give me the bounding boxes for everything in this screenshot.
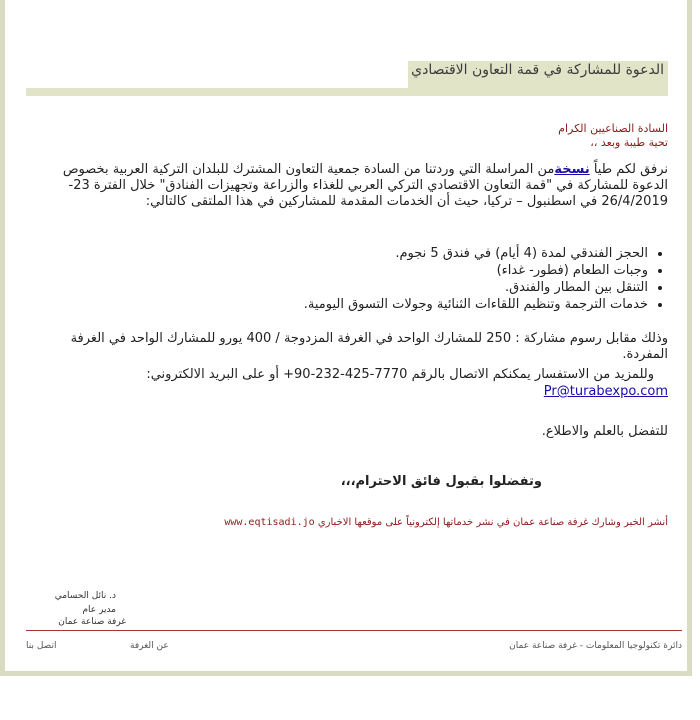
promo-text: أنشر الخبر وشارك غرفة صناعة عمان في نشر خدماتها إلكترونياً على موقعها الاخباري bbox=[317, 517, 668, 528]
signature-org: غرفة صناعة عمان bbox=[58, 617, 126, 627]
footer-department: دائرة تكنولوجيا المعلومات - غرفة صناعة عمان bbox=[509, 641, 682, 651]
services-list bbox=[26, 245, 668, 313]
intro-text-rest: من المراسلة التي وردتنا من السادة جمعية التعاون المشترك للبلدان التركية العربية بخصوص الدعوة للمشاركة في "قمة التعاون الاقتصادي التركي العربي للغذاء والزراعة وتجهيزات الفنادق" خلال الفترة 23-26/4/2019 في اسطنبول – تركيا، حيث أن الخدمات المقدمة للمشاركين في هذا الملتقى كالتالي: bbox=[62, 162, 668, 209]
footer-divider bbox=[26, 630, 682, 631]
salutation-line-2: تحية طيبة وبعد ،، bbox=[590, 136, 668, 149]
copy-link[interactable]: نسخة bbox=[554, 162, 590, 177]
intro-text-start: نرفق لكم طياً bbox=[589, 162, 668, 177]
promo-line bbox=[26, 516, 668, 530]
signature-role: مدير عام bbox=[82, 605, 116, 615]
closing-regards: وتفضلوا بقبول فائق الاحترام،،، bbox=[340, 474, 542, 489]
promo-site-link[interactable]: www.eqtisadi.jo bbox=[224, 517, 315, 528]
email-line bbox=[26, 384, 668, 400]
footer-about-link[interactable]: عن الغرفة bbox=[130, 641, 169, 651]
signature-name: د. نائل الحسامي bbox=[54, 591, 116, 601]
list-item: • وجبات الطعام (فطور- غداء) bbox=[26, 262, 648, 279]
page-title: الدعوة للمشاركة في قمة التعاون الاقتصادي bbox=[408, 61, 668, 96]
intro-paragraph bbox=[26, 162, 668, 210]
info-line: للتفضل بالعلم والاطلاع. bbox=[541, 424, 668, 439]
list-item: • خدمات الترجمة وتنظيم اللقاءات الثنائية وجولات التسوق اليومية. bbox=[26, 296, 648, 313]
email-link[interactable]: Pr@turabexpo.com bbox=[543, 384, 668, 399]
fees-paragraph: وذلك مقابل رسوم مشاركة : 250 للمشارك الواحد في الغرفة المزدوجة / 400 يورو للمشارك الواحد في الغرفة المفردة. bbox=[70, 331, 668, 362]
footer-contact-link[interactable]: اتصل بنا bbox=[26, 641, 57, 651]
salutation bbox=[26, 122, 668, 150]
contact-paragraph: وللمزيد من الاستفسار يمكنكم الاتصال بالرقم 7770-425-232-90+ أو على البريد الالكتروني: bbox=[146, 367, 654, 382]
salutation-line-1: السادة الصناعيين الكرام bbox=[558, 122, 668, 135]
list-item: • الحجز الفندقي لمدة (4 أيام) في فندق 5 نجوم. bbox=[26, 245, 648, 262]
list-item: • التنقل بين المطار والفندق. bbox=[26, 279, 648, 296]
